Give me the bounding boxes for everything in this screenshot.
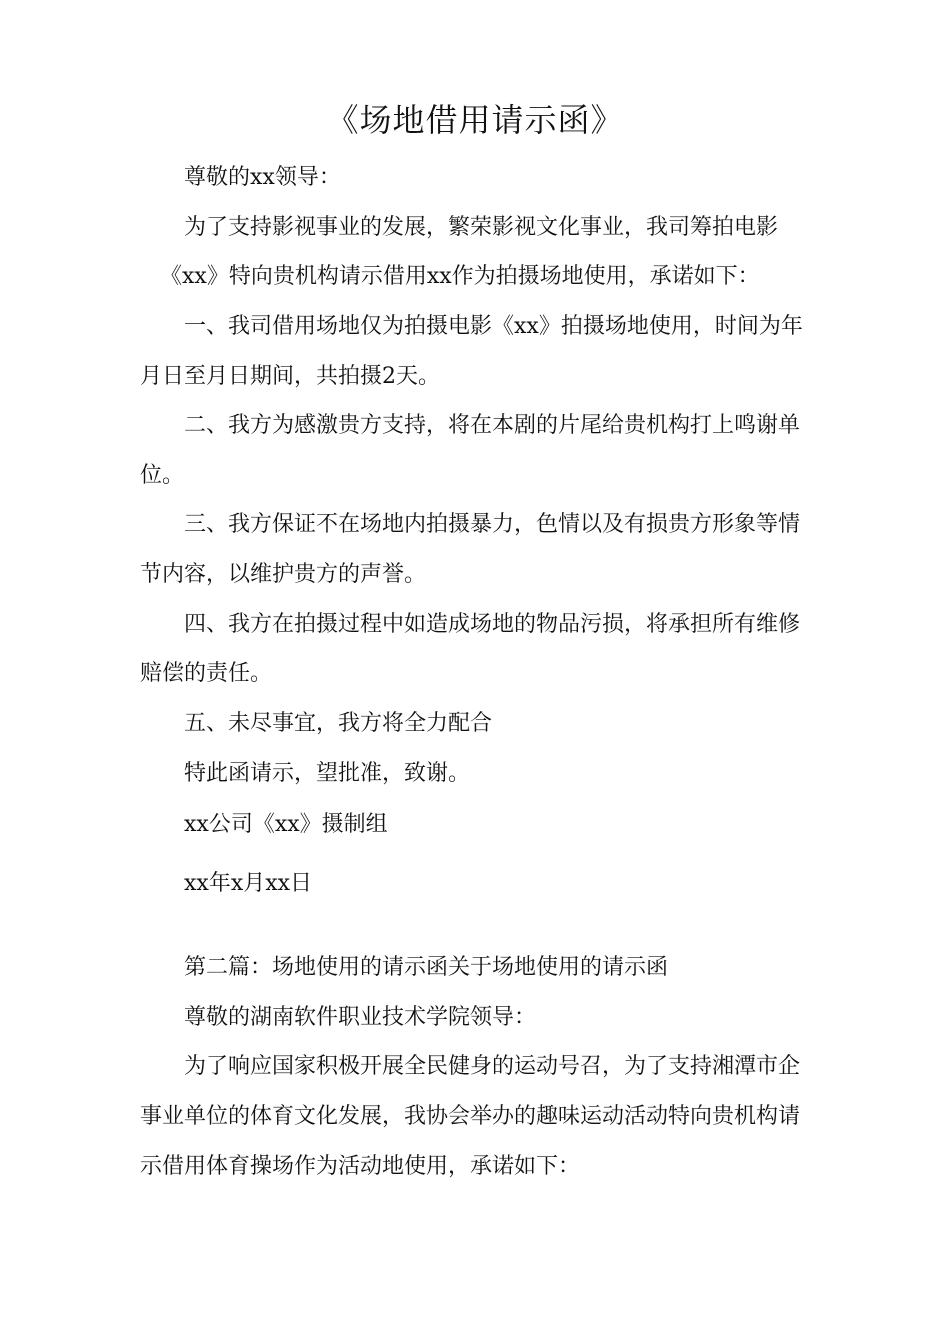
salutation: 尊敬的湖南软件职业技术学院领导：: [184, 1005, 537, 1030]
section-heading: 第二篇：场地使用的请示函关于场地使用的请示函: [184, 955, 669, 980]
signature-org: xx公司《xx》摄制组: [184, 812, 388, 837]
closing-line: 特此函请示，望批准，致谢。: [184, 761, 471, 786]
salutation: 尊敬的xx领导：: [184, 165, 341, 190]
paragraph-line: 四、我方在拍摄过程中如造成场地的物品污损，将承担所有维修: [184, 612, 801, 637]
paragraph-line: 为了响应国家积极开展全民健身的运动号召，为了支持湘潭市企: [184, 1054, 801, 1079]
document-title: 《场地借用请示函》: [326, 101, 624, 139]
paragraph-line: 三、我方保证不在场地内拍摄暴力，色情以及有损贵方形象等情: [184, 512, 801, 537]
paragraph-line: 节内容，以维护贵方的声誉。: [140, 562, 427, 587]
paragraph-line: 《xx》特向贵机构请示借用xx作为拍摄场地使用，承诺如下：: [160, 264, 760, 289]
paragraph-line: 赔偿的责任。: [140, 661, 273, 686]
paragraph-line: 示借用体育操场作为活动地使用，承诺如下：: [140, 1154, 581, 1179]
paragraph-line: 月日至月日期间，共拍摄2天。: [140, 364, 440, 389]
paragraph-line: 为了支持影视事业的发展，繁荣影视文化事业，我司筹拍电影: [184, 215, 779, 240]
paragraph-line: 二、我方为感激贵方支持，将在本剧的片尾给贵机构打上鸣谢单: [184, 413, 801, 438]
paragraph-line: 位。: [140, 463, 185, 488]
paragraph-line: 五、未尽事宜，我方将全力配合: [184, 711, 493, 736]
paragraph-line: 一、我司借用场地仅为拍摄电影《xx》拍摄场地使用，时间为年: [184, 314, 803, 339]
signature-date: xx年x月xx日: [184, 871, 313, 896]
paragraph-line: 事业单位的体育文化发展，我协会举办的趣味运动活动特向贵机构请: [140, 1104, 801, 1129]
